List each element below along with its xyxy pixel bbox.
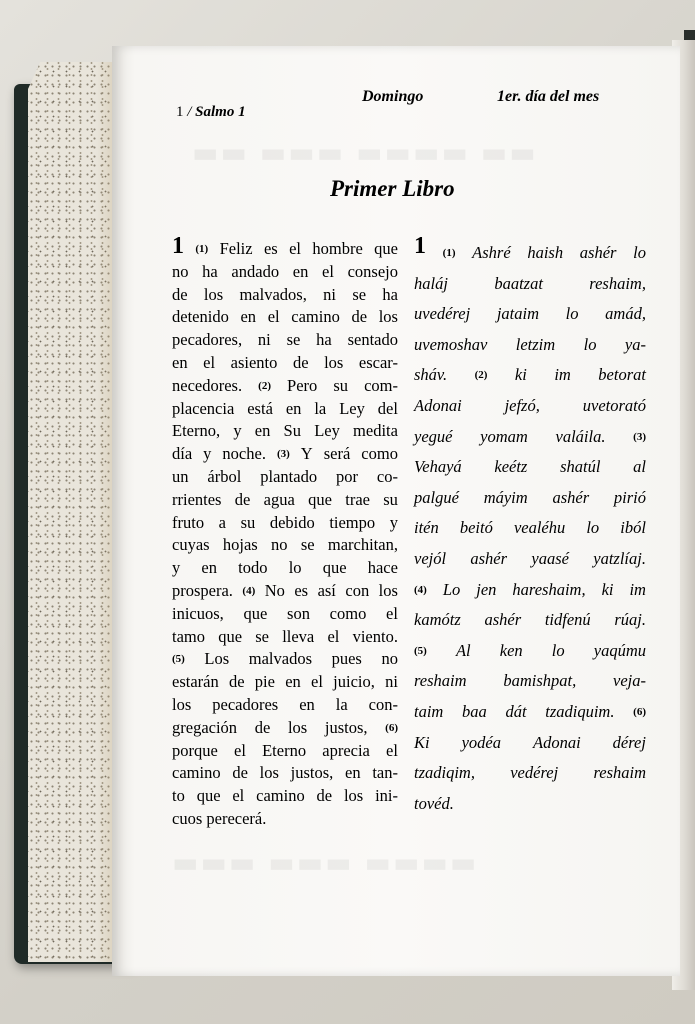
word: en bbox=[292, 261, 309, 281]
word: jefzó, bbox=[504, 395, 540, 415]
word: los bbox=[287, 717, 308, 737]
text-line bbox=[172, 284, 398, 307]
word: su bbox=[240, 512, 256, 532]
word: ha bbox=[316, 330, 332, 350]
word: yodéa bbox=[461, 732, 501, 752]
text-line bbox=[172, 762, 398, 785]
word: Feliz bbox=[219, 239, 253, 258]
word: hareshaim, bbox=[512, 579, 586, 599]
word: gregación bbox=[172, 717, 238, 737]
word: que bbox=[218, 626, 243, 646]
word: el bbox=[267, 307, 280, 327]
text-line bbox=[414, 299, 646, 330]
text-line bbox=[172, 785, 398, 808]
word: que bbox=[322, 558, 347, 578]
word: lo bbox=[583, 334, 597, 354]
word: yaqúmu bbox=[593, 640, 646, 660]
header-day-of-month: 1er. día del mes bbox=[497, 88, 600, 105]
chapter-number: 1 bbox=[172, 233, 184, 259]
word: el bbox=[203, 352, 216, 372]
word: lo bbox=[586, 518, 600, 538]
word: el bbox=[289, 239, 301, 258]
word: todo bbox=[238, 558, 268, 578]
verse-number: (2) bbox=[258, 379, 271, 392]
word: juicio, bbox=[333, 672, 375, 692]
text-line bbox=[414, 666, 646, 697]
word: consejo bbox=[347, 261, 398, 281]
word: en bbox=[201, 558, 217, 578]
word: en bbox=[345, 763, 361, 783]
verse-number: (4) bbox=[414, 583, 427, 596]
verse-number: (6) bbox=[385, 721, 398, 734]
word: ni bbox=[385, 672, 398, 692]
word: al bbox=[633, 457, 646, 477]
word: No bbox=[264, 580, 285, 600]
word: a bbox=[218, 512, 226, 532]
word: los bbox=[259, 763, 279, 783]
word: haish bbox=[527, 243, 564, 262]
word: bamishpat, bbox=[503, 671, 577, 691]
word: Su bbox=[283, 421, 301, 441]
header-book-name: Salmo 1 bbox=[195, 104, 246, 120]
word: shatúl bbox=[560, 457, 601, 477]
word: inicuos, bbox=[172, 603, 224, 623]
word: reshaim, bbox=[589, 273, 646, 293]
word: pirió bbox=[613, 487, 646, 507]
verse-number: (3) bbox=[633, 430, 646, 443]
word: por bbox=[336, 466, 358, 486]
word: como bbox=[329, 603, 367, 623]
word: no bbox=[271, 535, 288, 555]
text-line bbox=[172, 398, 398, 421]
word: camino bbox=[172, 763, 221, 783]
word: trae bbox=[345, 489, 370, 509]
word: lo bbox=[288, 558, 302, 578]
word: un bbox=[172, 466, 189, 486]
word: tiempo bbox=[329, 512, 376, 532]
transliteration-text-column bbox=[414, 233, 646, 819]
word: ashér bbox=[579, 243, 617, 262]
header-page-number: 1 bbox=[176, 104, 184, 120]
word: los bbox=[378, 580, 398, 600]
word: ni bbox=[257, 330, 271, 350]
text-line bbox=[172, 420, 398, 443]
word: será bbox=[323, 444, 351, 464]
word: ki bbox=[514, 365, 527, 385]
word: Adonai bbox=[533, 732, 581, 752]
word: betorat bbox=[598, 365, 646, 385]
word: vejól bbox=[414, 548, 447, 568]
word: Vehayá bbox=[414, 457, 462, 477]
word: el bbox=[232, 786, 245, 806]
word: los bbox=[343, 786, 364, 806]
word: ni bbox=[323, 284, 336, 304]
word: es bbox=[263, 239, 278, 258]
word: itén bbox=[414, 518, 439, 538]
word: con- bbox=[368, 694, 398, 714]
verse-number: (6) bbox=[633, 705, 646, 718]
word: perecerá. bbox=[206, 808, 267, 828]
word: pues bbox=[331, 649, 362, 669]
word: to bbox=[172, 786, 185, 806]
header-day: Domingo bbox=[362, 88, 424, 105]
word: yatzlíaj. bbox=[593, 548, 646, 568]
word: ashér bbox=[484, 610, 522, 630]
section-title: Primer Libro bbox=[330, 176, 455, 201]
verse-number: (1) bbox=[442, 247, 456, 259]
word: que bbox=[196, 786, 221, 806]
word: en bbox=[172, 352, 188, 372]
word: los bbox=[172, 694, 192, 714]
word: de bbox=[234, 489, 251, 509]
word: iból bbox=[620, 518, 646, 538]
word: se bbox=[286, 330, 301, 350]
word: pecadores, bbox=[172, 330, 243, 350]
word: y bbox=[389, 512, 398, 532]
word: su bbox=[333, 375, 349, 395]
word: ha bbox=[382, 284, 398, 304]
word: beitó bbox=[459, 518, 493, 538]
word: y bbox=[172, 558, 181, 578]
word: el bbox=[386, 603, 398, 623]
text-line bbox=[172, 557, 398, 580]
word: que bbox=[243, 603, 268, 623]
word: máyim bbox=[483, 487, 528, 507]
text-line bbox=[414, 636, 646, 667]
word: y bbox=[233, 421, 242, 441]
word: uvedérej bbox=[414, 304, 471, 324]
word: los bbox=[378, 307, 398, 327]
word: ken bbox=[499, 640, 523, 660]
word: ya- bbox=[624, 334, 646, 354]
word: kamótz bbox=[414, 610, 461, 630]
word: de bbox=[232, 763, 248, 783]
verse-number: (3) bbox=[276, 448, 290, 461]
word: así bbox=[317, 580, 336, 600]
word: co- bbox=[376, 466, 398, 486]
word: en bbox=[285, 672, 301, 692]
word: la bbox=[314, 398, 327, 418]
word: Lo bbox=[442, 579, 461, 599]
word: andado bbox=[231, 261, 280, 281]
word: Eterno, bbox=[172, 421, 221, 441]
text-line bbox=[414, 483, 646, 514]
word: letzim bbox=[515, 334, 556, 354]
word: yaasé bbox=[531, 548, 569, 568]
word: rrientes bbox=[172, 489, 222, 509]
word: no bbox=[172, 261, 189, 281]
word: cuos bbox=[172, 808, 203, 828]
word: veja- bbox=[613, 671, 646, 691]
word: tamo bbox=[172, 626, 205, 646]
word: de bbox=[254, 717, 271, 737]
text-line bbox=[172, 489, 398, 512]
word: cuyas bbox=[172, 535, 210, 555]
word: el bbox=[386, 740, 398, 760]
text-line bbox=[414, 789, 646, 820]
word: tovéd. bbox=[414, 793, 454, 813]
word: de bbox=[351, 307, 368, 327]
text-line bbox=[172, 534, 398, 557]
word: Ley bbox=[339, 398, 365, 418]
header-chapter-ref: 1 / Salmo 1 bbox=[176, 104, 246, 120]
word: justos, bbox=[324, 717, 368, 737]
word: marchitan, bbox=[327, 535, 398, 555]
word: Eterno bbox=[262, 740, 307, 760]
word: como bbox=[361, 444, 398, 464]
word: vedérej bbox=[510, 763, 559, 783]
word: dát bbox=[505, 701, 527, 721]
word: uvetorató bbox=[582, 395, 646, 415]
text-line bbox=[172, 329, 398, 352]
word: su bbox=[383, 489, 398, 509]
word: estarán bbox=[172, 672, 219, 692]
word: sháv. bbox=[414, 365, 448, 385]
text-line bbox=[414, 605, 646, 636]
word: camino bbox=[291, 307, 340, 327]
word: malvados, bbox=[239, 284, 307, 304]
word: ini- bbox=[375, 786, 398, 806]
text-line bbox=[172, 306, 398, 329]
word: jataim bbox=[496, 304, 540, 324]
text-line bbox=[172, 352, 398, 375]
text-line bbox=[172, 375, 398, 398]
word: reshaim bbox=[414, 671, 467, 691]
word: agua bbox=[263, 489, 295, 509]
word: prospera. bbox=[172, 580, 233, 600]
word: Pero bbox=[287, 375, 318, 395]
word: con bbox=[345, 580, 370, 600]
text-line bbox=[414, 544, 646, 575]
spanish-text-column bbox=[172, 233, 398, 831]
word: justos, bbox=[290, 763, 334, 783]
word: Ashré bbox=[472, 243, 511, 262]
word: ha bbox=[202, 261, 218, 281]
word: ashér bbox=[470, 548, 508, 568]
text-line bbox=[172, 671, 398, 694]
word: tan- bbox=[372, 763, 398, 783]
word: los bbox=[203, 284, 224, 304]
verse-number: (4) bbox=[242, 584, 256, 597]
word: uvemoshav bbox=[414, 334, 488, 354]
word: de bbox=[316, 786, 333, 806]
word: en bbox=[285, 398, 302, 418]
text-line bbox=[172, 580, 398, 603]
word: im bbox=[554, 365, 571, 385]
word: haláj bbox=[414, 273, 448, 293]
word: keétz bbox=[494, 457, 528, 477]
word: el bbox=[327, 626, 340, 646]
word: lo bbox=[633, 243, 646, 262]
word: ki bbox=[601, 579, 614, 599]
word: en bbox=[254, 421, 271, 441]
word: Y bbox=[300, 444, 313, 464]
word: Ki bbox=[414, 732, 430, 752]
word: debido bbox=[269, 512, 315, 532]
verse-number: (2) bbox=[474, 369, 488, 382]
word: en bbox=[240, 307, 257, 327]
word: el bbox=[234, 740, 246, 760]
text-line bbox=[172, 466, 398, 489]
text-line bbox=[172, 717, 398, 740]
text-line bbox=[172, 626, 398, 649]
word: detenido bbox=[172, 307, 229, 327]
text-line bbox=[172, 603, 398, 626]
word: es bbox=[294, 580, 309, 600]
word: palgué bbox=[414, 487, 459, 507]
word: hombre bbox=[312, 239, 363, 258]
text-line bbox=[414, 697, 646, 728]
word: noche. bbox=[222, 444, 266, 464]
word: ashér bbox=[552, 487, 590, 507]
text-line bbox=[172, 808, 398, 831]
word: no bbox=[381, 649, 398, 669]
word: asiento bbox=[230, 352, 278, 372]
word: vealéhu bbox=[513, 518, 566, 538]
text-line bbox=[172, 740, 398, 763]
word: im bbox=[629, 579, 646, 599]
text-line bbox=[172, 261, 398, 284]
word: baa bbox=[462, 701, 487, 721]
word: lleva bbox=[282, 626, 315, 646]
word: y bbox=[203, 444, 212, 464]
word: fruto bbox=[172, 512, 205, 532]
text-line bbox=[414, 422, 646, 453]
chapter-number: 1 bbox=[414, 233, 426, 259]
word: valáila. bbox=[555, 426, 606, 446]
word: Adonai bbox=[414, 395, 462, 415]
text-line bbox=[172, 694, 398, 717]
word: reshaim bbox=[593, 763, 646, 783]
word: Ley bbox=[314, 421, 340, 441]
text-line bbox=[414, 233, 646, 269]
word: tidfenú bbox=[544, 610, 591, 630]
text-line bbox=[414, 758, 646, 789]
text-line bbox=[414, 513, 646, 544]
word: de bbox=[292, 352, 309, 372]
word: de bbox=[228, 672, 245, 692]
word: del bbox=[377, 398, 398, 418]
word: Los bbox=[204, 649, 230, 669]
word: sentado bbox=[347, 330, 398, 350]
word: necedores. bbox=[172, 375, 243, 395]
word: camino bbox=[256, 786, 305, 806]
text-line bbox=[414, 360, 646, 391]
text-line bbox=[172, 512, 398, 535]
word: son bbox=[287, 603, 310, 623]
text-line bbox=[414, 728, 646, 759]
word: com- bbox=[364, 375, 398, 395]
text-line bbox=[172, 233, 398, 261]
word: los bbox=[324, 352, 344, 372]
word: que bbox=[308, 489, 332, 509]
word: viento. bbox=[352, 626, 398, 646]
word: día bbox=[172, 444, 193, 464]
text-line bbox=[414, 330, 646, 361]
word: el bbox=[322, 261, 334, 281]
word: pecadores bbox=[212, 694, 279, 714]
word: dérej bbox=[612, 732, 646, 752]
word: pie bbox=[254, 672, 275, 692]
word: la bbox=[335, 694, 348, 714]
page-header bbox=[0, 86, 695, 120]
show-through-hebrew-text: ▬▬ ▬▬▬ ▬▬▬▬ ▬▬ bbox=[192, 136, 538, 169]
word: que bbox=[374, 239, 398, 258]
word: en bbox=[299, 694, 315, 714]
word: yomam bbox=[480, 426, 528, 446]
word: se bbox=[352, 284, 367, 304]
word: escar- bbox=[358, 352, 398, 372]
word: aprecia bbox=[322, 740, 370, 760]
word: tzadiquim. bbox=[545, 701, 615, 721]
verse-number: (5) bbox=[414, 644, 427, 657]
word: hojas bbox=[222, 535, 258, 555]
word: yegué bbox=[414, 426, 453, 446]
word: de bbox=[172, 284, 188, 304]
word: Al bbox=[455, 640, 471, 660]
text-line bbox=[172, 648, 398, 671]
word: está bbox=[247, 398, 273, 418]
text-line bbox=[172, 443, 398, 466]
word: plantado bbox=[260, 466, 318, 486]
word: se bbox=[255, 626, 269, 646]
word: rúaj. bbox=[614, 610, 646, 630]
verse-number: (5) bbox=[172, 653, 185, 666]
word: se bbox=[300, 535, 315, 555]
word: porque bbox=[172, 740, 218, 760]
word: placencia bbox=[172, 398, 235, 418]
word: el bbox=[311, 672, 323, 692]
text-line bbox=[414, 452, 646, 483]
word: lo bbox=[565, 304, 579, 324]
word: medita bbox=[353, 421, 398, 441]
text-line bbox=[414, 575, 646, 606]
word: tzadiqim, bbox=[414, 763, 475, 783]
word: amád, bbox=[605, 304, 646, 324]
show-through-hebrew-text: ▬▬▬ ▬▬▬ ▬▬▬▬ bbox=[172, 846, 479, 879]
word: lo bbox=[551, 640, 565, 660]
text-line bbox=[414, 391, 646, 422]
word: taim bbox=[414, 701, 444, 721]
word: hace bbox=[367, 558, 398, 578]
word: árbol bbox=[207, 466, 242, 486]
word: malvados bbox=[248, 649, 313, 669]
verse-number: (1) bbox=[195, 243, 209, 255]
text-line bbox=[414, 269, 646, 300]
word: jen bbox=[476, 579, 497, 599]
word: baatzat bbox=[494, 273, 543, 293]
